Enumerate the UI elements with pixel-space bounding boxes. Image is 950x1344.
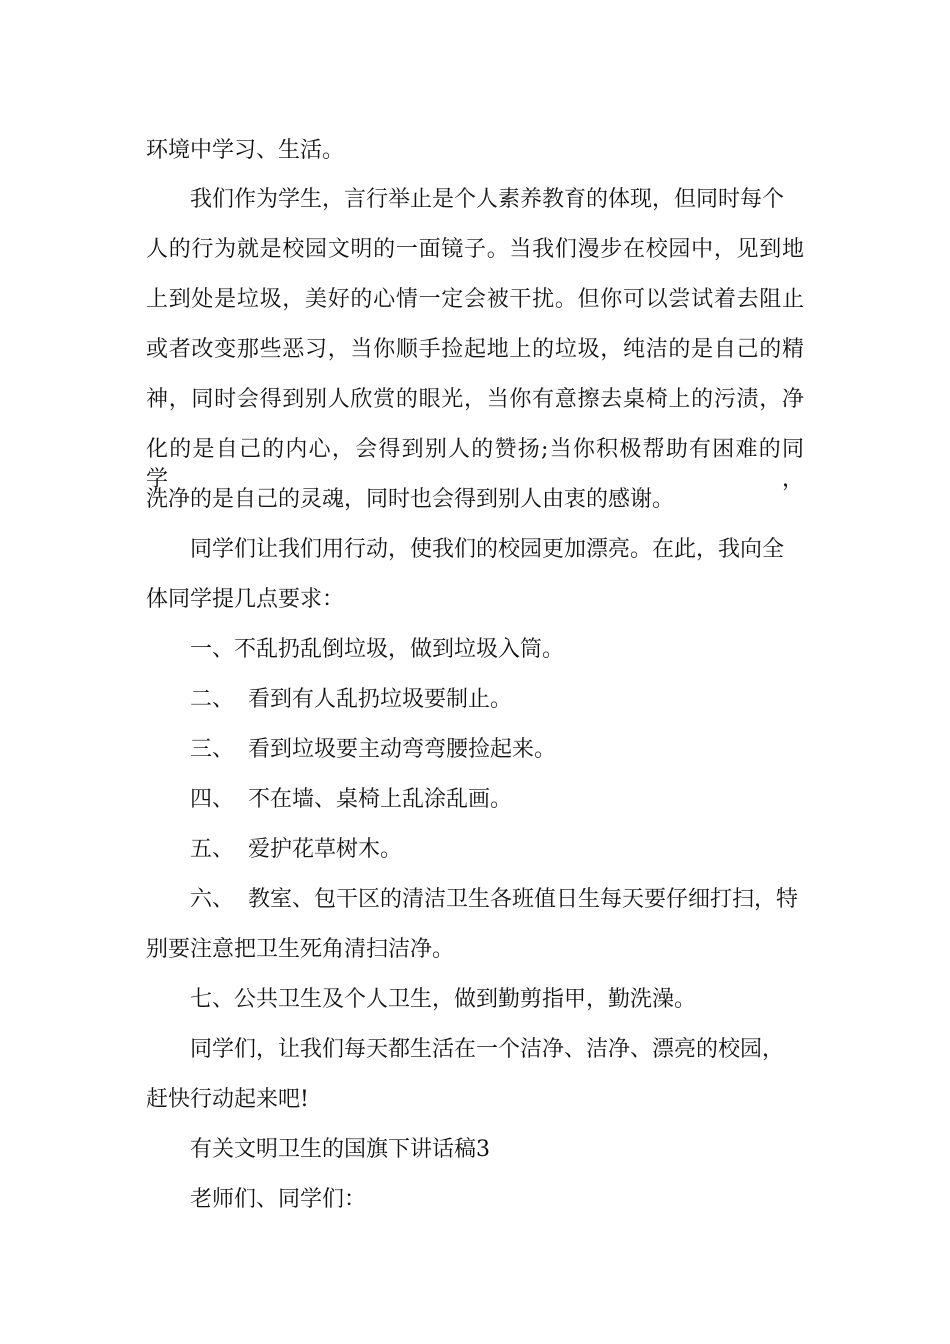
paragraph-line: 神，同时会得到别人欣赏的眼光，当你有意擦去桌椅上的污渍，净	[146, 387, 804, 412]
text-line: 环境中学习、生活。	[146, 138, 345, 163]
paragraph-line: 洗净的是自己的灵魂，同时也会得到别人由衷的感谢。	[146, 487, 675, 512]
paragraph-line: 我们作为学生，言行举止是个人素养教育的体现，但同时每个	[190, 187, 785, 212]
list-item-continuation: 别要注意把卫生死角清扫洁净。	[146, 937, 455, 962]
list-item: 六、 教室、包干区的清洁卫生各班值日生每天要仔细打扫，特	[190, 887, 798, 912]
list-item: 一、不乱扔乱倒垃圾，做到垃圾入筒。	[190, 637, 565, 662]
paragraph-line: 赶快行动起来吧!	[146, 1087, 309, 1112]
paragraph-line: 同学们让我们用行动，使我们的校园更加漂亮。在此，我向全	[190, 537, 785, 562]
paragraph-line: 人的行为就是校园文明的一面镜子。当我们漫步在校园中，见到地	[146, 237, 804, 262]
list-item: 五、 爱护花草树木。	[190, 837, 402, 862]
salutation: 老师们、同学们：	[190, 1187, 367, 1212]
section-title: 有关文明卫生的国旗下讲话稿3	[190, 1137, 490, 1162]
list-item: 七、公共卫生及个人卫生，做到勤剪指甲，勤洗澡。	[190, 987, 697, 1012]
list-item: 二、 看到有人乱扔垃圾要制止。	[190, 687, 512, 712]
paragraph-line: 或者改变那些恶习，当你顺手捡起地上的垃圾，纯洁的是自己的精	[146, 337, 804, 362]
paragraph-line: 上到处是垃圾，美好的心情一定会被干扰。但你可以尝试着去阻止	[146, 287, 804, 312]
list-item: 四、 不在墙、桌椅上乱涂乱画。	[190, 787, 512, 812]
paragraph-line: 体同学提几点要求：	[146, 587, 345, 612]
list-item: 三、 看到垃圾要主动弯弯腰捡起来。	[190, 737, 556, 762]
paragraph-line: 化的是自己的内心，会得到别人的赞扬;当你积极帮助有困难的同学，	[146, 437, 804, 492]
paragraph-line: 同学们，让我们每天都生活在一个洁净、洁净、漂亮的校园，	[190, 1037, 785, 1062]
